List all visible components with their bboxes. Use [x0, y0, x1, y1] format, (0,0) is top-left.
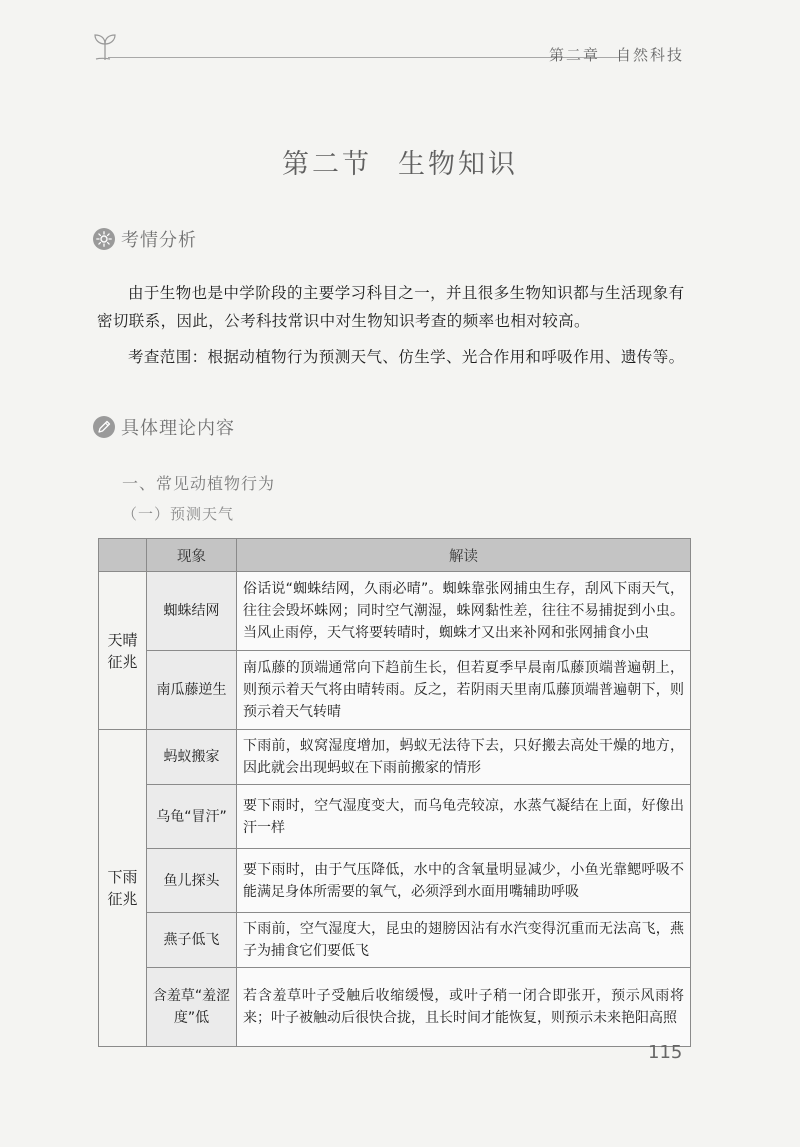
- phenomenon-cell: 含羞草“羞涩度”低: [147, 968, 237, 1047]
- header-reading: 解读: [237, 539, 691, 572]
- phenomenon-cell: 南瓜藤逆生: [147, 651, 237, 730]
- intro-paragraph: 由于生物也是中学阶段的主要学习科目之一，并且很多生物知识都与生活现象有密切联系，因此，公考科技常识中对生物知识考查的频率也相对较高。: [97, 284, 685, 330]
- theory-label: 具体理论内容: [121, 418, 235, 439]
- phenomenon-cell: 乌龟“冒汗”: [147, 785, 237, 849]
- table-row: [99, 730, 691, 785]
- theory-heading: [93, 413, 235, 441]
- phenomenon-cell: 鱼儿探头: [147, 849, 237, 913]
- table-row: [99, 913, 691, 968]
- phenomenon-cell: 蜘蛛结网: [147, 572, 237, 651]
- section-number: 第二节: [282, 149, 372, 180]
- chapter-number: 第二章: [548, 46, 600, 64]
- reading-cell: 下雨前，蚁窝湿度增加，蚂蚁无法待下去，只好搬去高处干燥的地方，因此就会出现蚂蚁在下雨前搬家的情形: [237, 730, 691, 785]
- weather-prediction-table: [98, 538, 691, 1047]
- reading-cell: 要下雨时，空气湿度变大，而乌龟壳较凉，水蒸气凝结在上面，好像出汗一样: [237, 785, 691, 849]
- table-row: [99, 849, 691, 913]
- chapter-label: [549, 44, 684, 65]
- phenomenon-cell: 蚂蚁搬家: [147, 730, 237, 785]
- running-header: [92, 30, 692, 70]
- reading-cell: 俗话说“蜘蛛结网，久雨必晴”。蜘蛛靠张网捕虫生存，刮风下雨天气，往往会毁坏蛛网；同时空气潮湿，蛛网黏性差，往往不易捕捉到小虫。当风止雨停，天气将要转晴时，蜘蛛才又出来补网和张网捕食小虫: [237, 572, 691, 651]
- header-category: [99, 539, 147, 572]
- table-row: [99, 572, 691, 651]
- reading-cell: 下雨前，空气湿度大，昆虫的翅膀因沾有水汽变得沉重而无法高飞，燕子为捕食它们要低飞: [237, 913, 691, 968]
- exam-analysis-heading: [93, 225, 197, 253]
- exam-analysis-text: [97, 279, 697, 371]
- reading-cell: 若含羞草叶子受触后收缩缓慢，或叶子稍一闭合即张开，预示风雨将来；叶子被触动后很快合拢，且长时间才能恢复，则预示未来艳阳高照: [237, 968, 691, 1047]
- category-sunny: 天晴征兆: [99, 572, 147, 730]
- heading-level-1: 一、常见动植物行为: [122, 474, 276, 493]
- page-number: 115: [648, 1042, 683, 1063]
- reading-cell: 要下雨时，由于气压降低，水中的含氧量明显减少，小鱼光靠鳃呼吸不能满足身体所需要的氧气，必须浮到水面用嘴辅助呼吸: [237, 849, 691, 913]
- table-row: [99, 651, 691, 730]
- chapter-title: 自然科技: [615, 46, 684, 64]
- scope-paragraph: 考查范围：根据动植物行为预测天气、仿生学、光合作用和呼吸作用、遗传等。: [128, 348, 685, 366]
- sun-icon: [93, 228, 115, 250]
- section-title: [0, 142, 800, 181]
- pencil-icon: [93, 416, 115, 438]
- table-row: [99, 968, 691, 1047]
- heading-level-2: （一）预测天气: [122, 505, 235, 523]
- exam-analysis-label: 考情分析: [121, 230, 197, 251]
- category-rain: 下雨征兆: [99, 730, 147, 1047]
- reading-cell: 南瓜藤的顶端通常向下趋前生长，但若夏季早晨南瓜藤顶端普遍朝上，则预示着天气将由晴转雨。反之，若阴雨天里南瓜藤顶端普遍朝下，则预示着天气转晴: [237, 651, 691, 730]
- table-row: [99, 785, 691, 849]
- header-phenomenon: 现象: [147, 539, 237, 572]
- phenomenon-cell: 燕子低飞: [147, 913, 237, 968]
- section-name: 生物知识: [398, 149, 518, 180]
- table-header-row: [99, 539, 691, 572]
